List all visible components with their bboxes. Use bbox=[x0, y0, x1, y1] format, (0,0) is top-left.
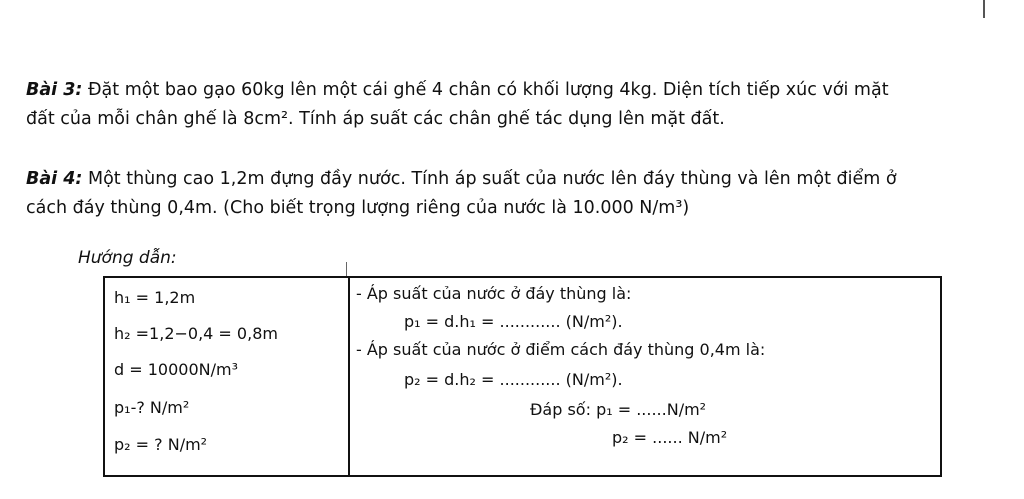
solution-formula-1: p₁ = d.h₁ = ............ (N/m²). bbox=[404, 312, 623, 331]
answer-p1: p₁ = ......N/m² bbox=[596, 400, 707, 419]
given-p1: p₁-? N/m² bbox=[114, 398, 190, 417]
given-h2: h₂ =1,2−0,4 = 0,8m bbox=[114, 324, 278, 343]
edge-mark bbox=[983, 0, 985, 18]
guide-title: Hướng dẫn: bbox=[78, 248, 177, 268]
given-column bbox=[105, 278, 350, 475]
problem-4 bbox=[26, 165, 897, 223]
answer-label: Đáp số: bbox=[530, 400, 591, 419]
problem-3 bbox=[26, 76, 889, 134]
problem-3-text-1: Đặt một bao gạo 60kg lên một cái ghế 4 chân có khối lượng 4kg. Diện tích tiếp xúc với mặt bbox=[88, 80, 889, 100]
problem-4-line-2: cách đáy thùng 0,4m. (Cho biết trọng lượng riêng của nước là 10.000 N/m³) bbox=[26, 198, 690, 218]
solution-heading-2: - Áp suất của nước ở điểm cách đáy thùng 0,4m là: bbox=[356, 340, 766, 359]
guide-tick bbox=[346, 262, 347, 276]
given-h1: h₁ = 1,2m bbox=[114, 288, 196, 307]
problem-4-label: Bài 4: bbox=[26, 169, 83, 189]
answer-p2: p₂ = ...... N/m² bbox=[612, 428, 728, 447]
solution-heading-1: - Áp suất của nước ở đáy thùng là: bbox=[356, 284, 632, 303]
guide-table bbox=[103, 276, 942, 477]
solution-formula-2: p₂ = d.h₂ = ............ (N/m²). bbox=[404, 370, 623, 389]
given-p2: p₂ = ? N/m² bbox=[114, 435, 208, 454]
problem-4-text-1: Một thùng cao 1,2m đựng đầy nước. Tính áp suất của nước lên đáy thùng và lên một điểm ở bbox=[88, 169, 897, 189]
problem-3-label: Bài 3: bbox=[26, 80, 83, 100]
answer-line-1 bbox=[530, 400, 706, 419]
problem-3-line-2: đất của mỗi chân ghế là 8cm². Tính áp suất các chân ghế tác dụng lên mặt đất. bbox=[26, 109, 725, 129]
problem-3-line-1 bbox=[26, 76, 889, 105]
solution-column bbox=[350, 278, 940, 475]
given-d: d = 10000N/m³ bbox=[114, 360, 238, 379]
problem-4-line-1 bbox=[26, 165, 897, 194]
